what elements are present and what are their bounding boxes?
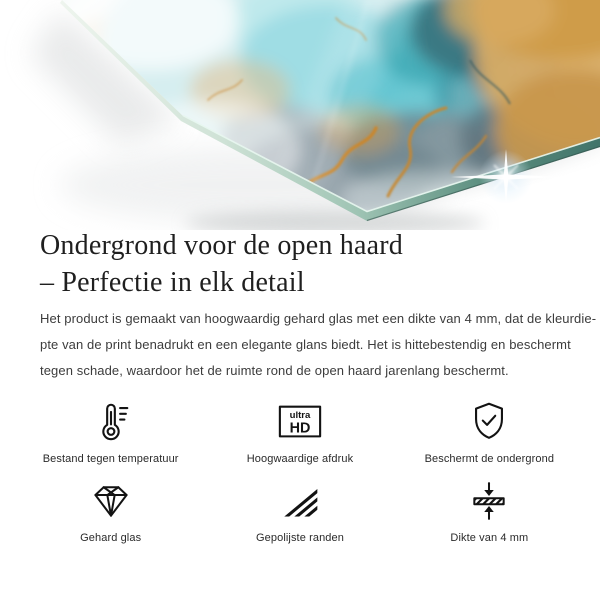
description-line: pte van de print benadrukt en een elegante glans biedt. Het is hittebestendig en beschermt <box>40 337 571 352</box>
feature-label: Bestand tegen temperatuur <box>42 453 179 465</box>
page-title-line2: – Perfectie in elk detail <box>40 267 305 298</box>
description-line: tegen schade, waardoor het de ruimte rond de open haard jarenlang beschermt. <box>40 363 509 378</box>
feature-label: Beschermt de ondergrond <box>424 453 555 465</box>
feature-print-quality <box>205 399 394 465</box>
glass-panel-illustration <box>0 0 600 230</box>
ultra-hd-icon <box>277 399 323 445</box>
product-image <box>0 0 600 230</box>
ultra-hd-top-text: ultra <box>289 410 311 422</box>
thickness-icon <box>467 479 511 523</box>
feature-grid <box>16 399 584 544</box>
page-title <box>40 227 403 301</box>
product-description <box>40 306 596 384</box>
feature-tempered-glass <box>16 478 205 544</box>
feature-polished-edges <box>205 478 394 544</box>
feature-thickness <box>395 478 584 544</box>
feature-protection <box>395 399 584 465</box>
feature-label: Hoogwaardige afdruk <box>246 453 354 465</box>
diamond-icon <box>89 479 133 523</box>
description-line: Het product is gemaakt van hoogwaardig gehard glas met een dikte van 4 mm, dat de kleurdie- <box>40 311 597 326</box>
shield-check-icon <box>466 399 512 445</box>
feature-label: Gepolijste randen <box>256 532 344 544</box>
ultra-hd-bottom-text: HD <box>289 420 311 437</box>
feature-temperature <box>16 399 205 465</box>
feature-label: Dikte van 4 mm <box>450 532 529 544</box>
thermometer-icon <box>88 399 134 445</box>
feature-label: Gehard glas <box>80 532 142 544</box>
polished-edges-icon <box>278 479 322 523</box>
page-title-line1: Ondergrond voor de open haard <box>40 230 403 261</box>
